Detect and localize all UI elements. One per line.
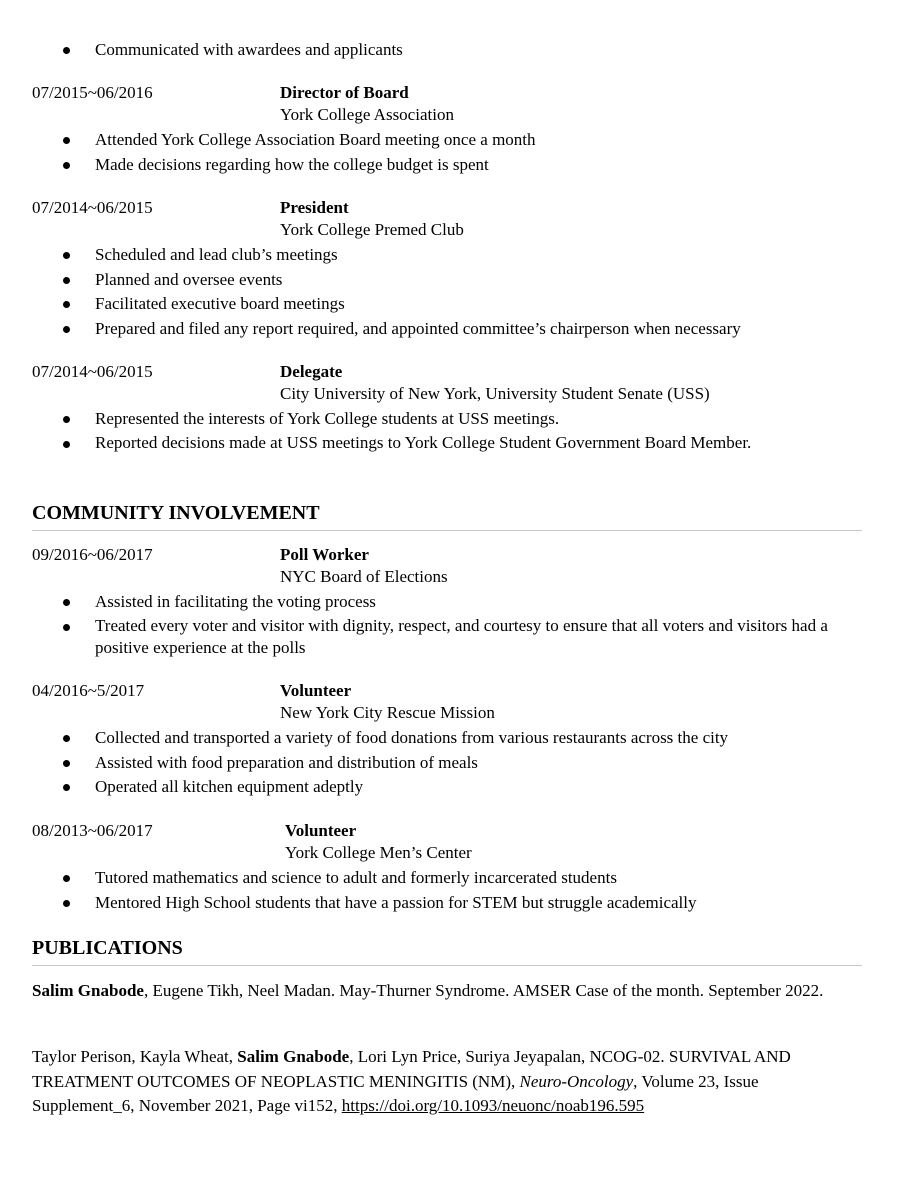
publication-author-bold: Salim Gnabode <box>237 1047 350 1066</box>
entry-director-of-board <box>0 82 924 177</box>
list-item: Mentored High School students that have a passion for STEM but struggle academically <box>0 891 924 916</box>
section-heading-publications: PUBLICATIONS <box>32 935 862 966</box>
list-item: Collected and transported a variety of food donations from various restaurants across the city <box>0 726 924 751</box>
entry-date: 07/2014~06/2015 <box>32 362 153 381</box>
entry-volunteer-rescue-mission <box>0 680 924 800</box>
publication-text: , Eugene Tikh, Neel Madan. May-Thurner Syndrome. AMSER Case of the month. September 2022. <box>143 981 824 1000</box>
list-item: Made decisions regarding how the college budget is spent <box>0 153 924 178</box>
entry-delegate <box>0 361 924 454</box>
entry-org: York College Men’s Center <box>285 843 472 862</box>
entry-role: President <box>280 198 349 217</box>
entry-org: York College Premed Club <box>280 220 464 239</box>
list-item: Attended York College Association Board meeting once a month <box>0 128 924 153</box>
top-bullets <box>0 38 924 63</box>
entry-role: Director of Board <box>280 83 409 102</box>
publication-text: , Lori Lyn Price, Suriya Jeyapalan, NCOG-02. SURVIVAL AND TREATMENT OUTCOMES OF NEOPLASTIC MENINGITIS (NM), <box>32 1047 791 1091</box>
publication-author-bold: Salim Gnabode <box>32 981 144 1000</box>
publications-section <box>0 935 924 966</box>
list-item: Represented the interests of York College students at USS meetings. <box>0 407 924 432</box>
list-item: Treated every voter and visitor with dignity, respect, and courtesy to ensure that all voters and visitors had a positive experience at the polls <box>0 615 924 659</box>
entry-date: 09/2016~06/2017 <box>32 545 153 564</box>
doi-link[interactable]: https://doi.org/10.1093/neuonc/noab196.595 <box>341 1096 645 1115</box>
entry-org: York College Association <box>280 105 454 124</box>
entry-date: 07/2015~06/2016 <box>32 83 153 102</box>
list-item: Scheduled and lead club’s meetings <box>0 243 924 268</box>
entry-role: Poll Worker <box>280 545 369 564</box>
publication-1 <box>32 979 832 1004</box>
entry-volunteer-mens-center <box>0 820 924 915</box>
publication-2 <box>32 1045 832 1119</box>
entry-org: City University of New York, University Student Senate (USS) <box>280 384 710 403</box>
list-item: Tutored mathematics and science to adult and formerly incarcerated students <box>0 866 924 891</box>
entry-date: 04/2016~5/2017 <box>32 681 145 700</box>
publication-journal: Neuro-Oncology <box>519 1071 634 1091</box>
list-item: Reported decisions made at USS meetings to York College Student Government Board Member. <box>0 432 924 454</box>
entry-role: Volunteer <box>285 821 357 840</box>
list-item: Prepared and filed any report required, and appointed committee’s chairperson when necessary <box>0 317 924 342</box>
entry-date: 07/2014~06/2015 <box>32 198 153 217</box>
entry-poll-worker <box>0 544 924 659</box>
list-item: Planned and oversee events <box>0 268 924 293</box>
entry-role: Volunteer <box>280 681 352 700</box>
list-item: Communicated with awardees and applicants <box>0 38 924 63</box>
list-item: Operated all kitchen equipment adeptly <box>0 775 924 800</box>
entry-role: Delegate <box>280 362 343 381</box>
publication-authors: Taylor Perison, Kayla Wheat, <box>32 1047 238 1066</box>
publication-details: , Volume 23, Issue Supplement_6, November 2021, Page vi152, <box>32 1071 759 1115</box>
entry-date: 08/2013~06/2017 <box>32 821 153 840</box>
section-heading-community: COMMUNITY INVOLVEMENT <box>32 500 862 531</box>
entry-president <box>0 197 924 341</box>
entry-org: New York City Rescue Mission <box>280 703 495 722</box>
community-section <box>0 500 924 531</box>
list-item: Assisted with food preparation and distribution of meals <box>0 751 924 776</box>
entry-org: NYC Board of Elections <box>280 567 448 586</box>
list-item: Assisted in facilitating the voting process <box>0 590 924 615</box>
list-item: Facilitated executive board meetings <box>0 292 924 317</box>
